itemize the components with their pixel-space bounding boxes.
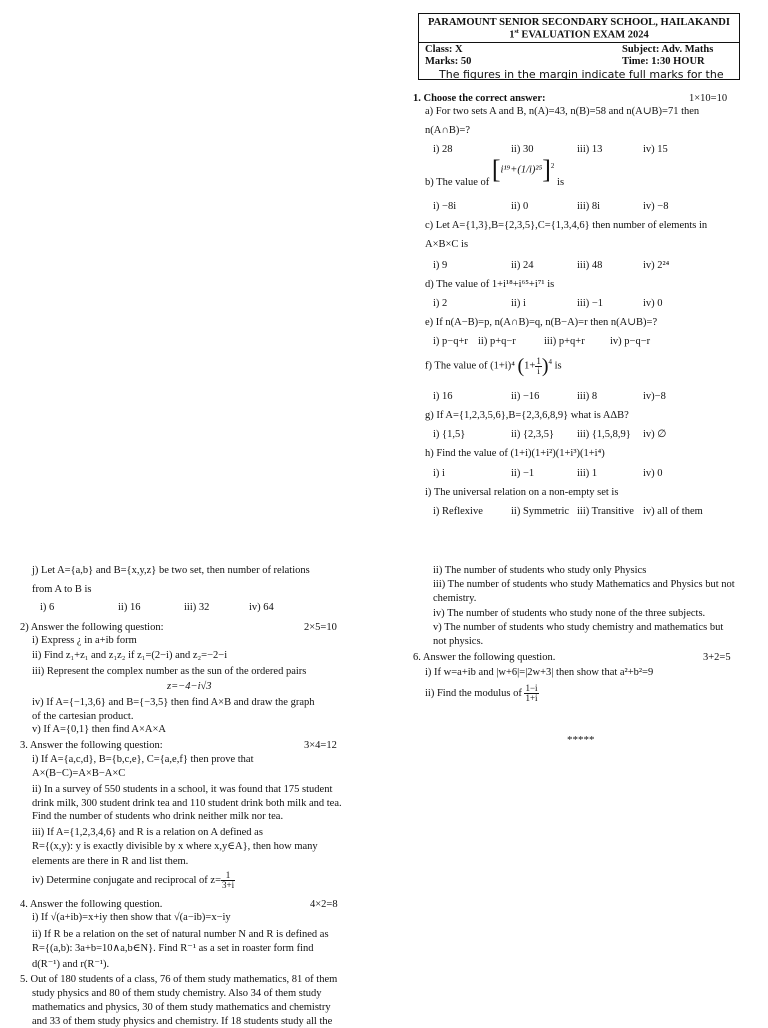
q1b-option-3: iii) 8i [577, 201, 601, 212]
q5-part-iii-line1: iii) The number of students who study Mathematics and Physics but not [433, 579, 735, 590]
q1d-option-3: iii) −1 [577, 298, 604, 309]
q3-part-ii-line1: ii) In a survey of 550 students in a school, it was found that 175 student [32, 784, 333, 795]
q3-title: 3. Answer the following question: [20, 740, 163, 751]
q1a-option-4: iv) 15 [643, 144, 668, 155]
q4-title: 4. Answer the following question. [20, 899, 163, 910]
q1i-option-1: i) Reflexive [433, 506, 483, 517]
q1e-option-3: iii) p+q+r [544, 336, 585, 347]
q4-part-ii-line3: d(R⁻¹) and r(R⁻¹). [32, 959, 110, 970]
q5-part-v-line2: not physics. [433, 636, 484, 647]
q5-part-ii: ii) The number of students who study only Physics [433, 565, 647, 576]
q1g-option-2: ii) {2,3,5} [511, 429, 555, 440]
q1g-option-4: iv) ∅ [643, 429, 667, 440]
q1c-option-3: iii) 48 [577, 260, 603, 271]
q4-part-i: i) If √(a+ib)=x+iy then show that √(a−ib)=x−iy [32, 912, 231, 923]
q5-line2: study physics and 80 of them study chemistry. Also 34 of them study [32, 988, 322, 999]
q1g-option-3: iii) {1,5,8,9} [577, 429, 631, 440]
margin-note: The figures in the margin indicate full marks for the [439, 68, 724, 81]
q1c-text-line2: A×B×C is [425, 239, 469, 250]
q5-part-v-line1: v) The number of students who study chemistry and mathematics but [433, 622, 724, 633]
q2-part-iii-equation: z=−4−i√3 [167, 681, 212, 692]
q1f-option-2: ii) −16 [511, 391, 540, 402]
q3-part-i-line1: i) If A={a,c,d}, B={b,c,e}, C={a,e,f} then prove that [32, 754, 254, 765]
q1f-option-3: iii) 8 [577, 391, 598, 402]
class-label: Class: X [425, 44, 463, 55]
q4-marks: 4×2=8 [310, 899, 338, 910]
q1h-option-2: ii) −1 [511, 468, 535, 479]
q1a-option-1: i) 28 [433, 144, 453, 155]
school-name: PARAMOUNT SENIOR SECONDARY SCHOOL, HAILAKANDI [428, 17, 730, 28]
q1d-option-4: iv) 0 [643, 298, 663, 309]
q3-marks: 3×4=12 [304, 740, 337, 751]
q1e-option-2: ii) p+q−r [478, 336, 516, 347]
q1h-text: h) Find the value of (1+i)(1+i²)(1+i³)(1+i⁴) [425, 448, 605, 459]
q3-part-i-line2: A×(B−C)=A×B−A×C [32, 768, 126, 779]
q1b-option-4: iv) −8 [643, 201, 669, 212]
q5-line3: mathematics and physics, 30 of them study mathematics and chemistry [32, 1002, 331, 1013]
exam-title: 1st EVALUATION EXAM 2024 [509, 29, 649, 41]
q1b-question: b) The value of $[i^{19}+(1/i)^{25}]^2$ is [425, 155, 565, 188]
q1d-text: d) The value of 1+i¹⁸+i⁶⁵+i⁷¹ is [425, 279, 555, 290]
q1g-option-1: i) {1,5} [433, 429, 466, 440]
q3-part-iv: iv) Determine conjugate and reciprocal of z= $\frac{1}{3+i}$ [32, 870, 235, 890]
q1j-option-2: ii) 16 [118, 602, 141, 613]
q1b-option-1: i) −8i [433, 201, 457, 212]
q1f-option-1: i) 16 [433, 391, 453, 402]
q2-part-iv-line2: of the cartesian product. [32, 711, 134, 722]
q1c-option-4: iv) 2²⁴ [643, 260, 670, 271]
q4-part-ii-line1: ii) If R be a relation on the set of natural number N and R is defined as [32, 929, 329, 940]
q1e-text: e) If n(A−B)=p, n(A∩B)=q, n(B−A)=r then n(A∪B)=? [425, 317, 658, 328]
q2-title: 2) Answer the following question: [20, 622, 164, 633]
q2-part-ii: ii) Find z₁+z₁ and z₁z₂ if z₁=(2−i) and z₂=−2−i [32, 650, 228, 661]
q3-part-iii-line1: iii) If A={1,2,3,4,6} and R is a relation on A defined as [32, 827, 263, 838]
q1j-text-line2: from A to B is [32, 584, 92, 595]
q1a-option-3: iii) 13 [577, 144, 603, 155]
q5-part-iii-line2: chemistry. [433, 593, 477, 604]
q1-marks: 1×10=10 [689, 93, 728, 104]
subject-label: Subject: Adv. Maths [622, 44, 714, 55]
q6-marks: 3+2=5 [703, 652, 731, 663]
q3-part-ii-line2: drink milk, 300 student drink tea and 110 student drink both milk and tea. [32, 798, 342, 809]
q1e-option-4: iv) p−q−r [610, 336, 651, 347]
q3-part-ii-line3: Find the number of students who drink neither milk nor tea. [32, 811, 284, 822]
q1j-option-4: iv) 64 [249, 602, 274, 613]
q6-title: 6. Answer the following question. [413, 652, 556, 663]
q1d-option-1: i) 2 [433, 298, 448, 309]
q1a-option-2: ii) 30 [511, 144, 534, 155]
q1f-question: f) The value of (1+i)⁴ (1+ $\frac{1}{i}$ )$^4$ is [425, 355, 562, 378]
q1c-text-line1: c) Let A={1,3},B={2,3,5},C={1,3,4,6} then number of elements in [425, 220, 708, 231]
q1g-text: g) If A={1,2,3,5,6},B={2,3,6,8,9} what is AΔB? [425, 410, 629, 421]
q1h-option-1: i) i [433, 468, 445, 479]
q1d-option-2: ii) i [511, 298, 526, 309]
q1-title: 1. Choose the correct answer: [413, 93, 546, 104]
marks-label: Marks: 50 [425, 56, 472, 67]
q6-part-i: i) If w=a+ib and |w+6|=|2w+3| then show that a²+b²=9 [425, 667, 654, 678]
q6-part-ii: ii) Find the modulus of $\frac{1-i}{1+i}$ [425, 683, 538, 703]
end-marker: ***** [567, 734, 595, 746]
q1i-option-3: iii) Transitive [577, 506, 634, 517]
q2-part-v: v) If A={0,1} then find A×A×A [32, 724, 166, 735]
q1b-expression: i¹⁹+(1/i)²⁵ [500, 164, 543, 176]
q2-part-iv-line1: iv) If A={−1,3,6} and B={−3,5} then find A×B and draw the graph [32, 697, 315, 708]
q5-line4: and 33 of them study physics and chemistry. If 18 students study all the [32, 1016, 333, 1027]
q1j-text-line1: j) Let A={a,b} and B={x,y,z} be two set, then number of relations [32, 565, 310, 576]
exam-header-box [418, 13, 740, 80]
q1h-option-4: iv) 0 [643, 468, 663, 479]
q3-part-iii-line2: R={(x,y): y is exactly divisible by x where x,y∈A}, then how many [32, 841, 318, 852]
q1i-text: i) The universal relation on a non-empty set is [425, 487, 619, 498]
q1c-option-2: ii) 24 [511, 260, 534, 271]
q1a-text-line2: n(A∩B)=? [425, 125, 470, 136]
time-label: Time: 1:30 HOUR [622, 56, 705, 67]
q1j-option-1: i) 6 [40, 602, 55, 613]
q1a-text-line1: a) For two sets A and B, n(A)=43, n(B)=58 and n(A∪B)=71 then [425, 106, 700, 117]
q1j-option-3: iii) 32 [184, 602, 210, 613]
q1f-option-4: iv)−8 [643, 391, 666, 402]
q1i-option-4: iv) all of them [643, 506, 703, 517]
q1c-option-1: i) 9 [433, 260, 448, 271]
q4-part-ii-line2: R={(a,b): 3a+b=10∧a,b∈N}. Find R⁻¹ as a set in roaster form find [32, 943, 314, 954]
q1i-option-2: ii) Symmetric [511, 506, 570, 517]
q1e-option-1: i) p−q+r [433, 336, 468, 347]
q3-part-iii-line3: elements are there in R and list them. [32, 856, 189, 867]
q2-marks: 2×5=10 [304, 622, 337, 633]
q1b-option-2: ii) 0 [511, 201, 529, 212]
q5-line1: 5. Out of 180 students of a class, 76 of them study mathematics, 81 of them [20, 974, 338, 985]
q2-part-i: i) Express ¿ in a+ib form [32, 635, 137, 646]
q5-part-iv: iv) The number of students who study none of the three subjects. [433, 608, 706, 619]
q2-part-iii: iii) Represent the complex number as the sun of the ordered pairs [32, 666, 307, 677]
header-divider [419, 42, 739, 43]
q1h-option-3: iii) 1 [577, 468, 598, 479]
